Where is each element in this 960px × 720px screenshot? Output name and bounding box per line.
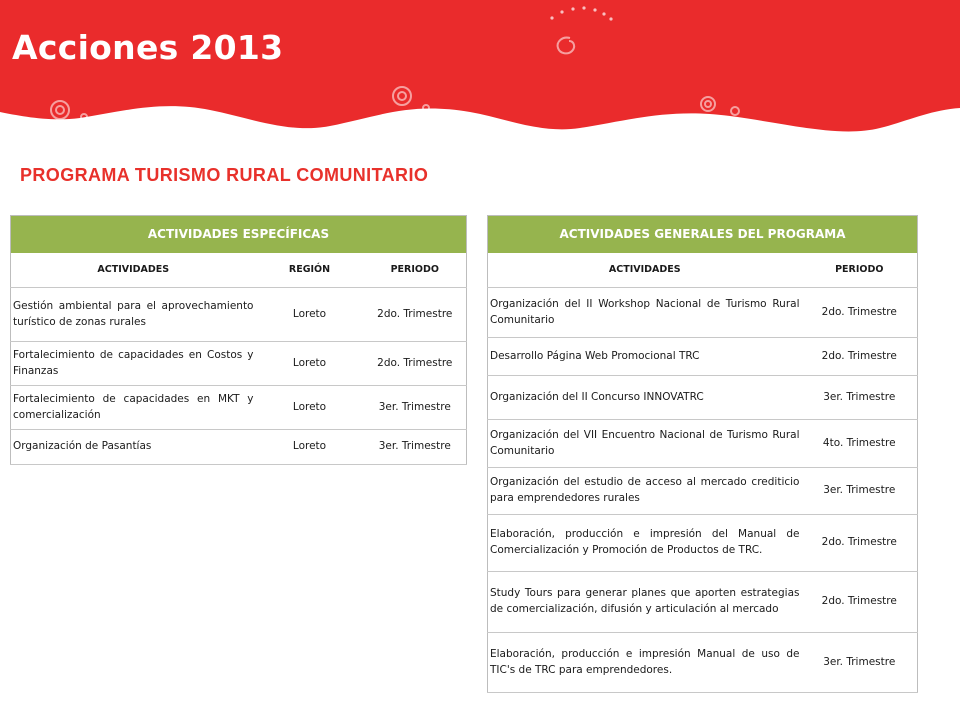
- column-header: ACTIVIDADES: [488, 253, 802, 288]
- table-row: [488, 376, 918, 420]
- table-header: [11, 216, 467, 253]
- period-cell: 2do. Trimestre: [364, 342, 467, 386]
- region-cell: Loreto: [256, 386, 364, 430]
- activity-cell: Elaboración, producción e impresión del Manual de Comercialización y Promoción de Productos de TRC.: [488, 515, 802, 572]
- period-cell: 2do. Trimestre: [802, 572, 918, 633]
- page-title: Acciones 2013: [12, 28, 284, 67]
- column-header: ACTIVIDADES: [11, 253, 256, 288]
- activity-cell: Study Tours para generar planes que aporten estrategias de comercialización, difusión y articulación al mercado: [488, 572, 802, 633]
- general-activities-table: [487, 215, 918, 693]
- period-cell: 3er. Trimestre: [364, 386, 467, 430]
- table-row: [488, 288, 918, 338]
- table-row: [488, 633, 918, 693]
- period-cell: 3er. Trimestre: [364, 430, 467, 465]
- activity-cell: Organización de Pasantías: [11, 430, 256, 465]
- period-cell: 3er. Trimestre: [802, 468, 918, 515]
- activity-cell: Fortalecimiento de capacidades en Costos y Finanzas: [11, 342, 256, 386]
- period-cell: 3er. Trimestre: [802, 633, 918, 693]
- column-header: REGIÓN: [256, 253, 364, 288]
- period-cell: 2do. Trimestre: [802, 338, 918, 376]
- region-cell: Loreto: [256, 342, 364, 386]
- table-title: ACTIVIDADES GENERALES DEL PROGRAMA: [488, 216, 918, 253]
- region-cell: Loreto: [256, 288, 364, 342]
- column-header-row: [488, 253, 918, 288]
- table-row: [11, 386, 467, 430]
- section-title: PROGRAMA TURISMO RURAL COMUNITARIO: [20, 165, 429, 185]
- activity-cell: Gestión ambiental para el aprovechamiento turístico de zonas rurales: [11, 288, 256, 342]
- column-header-row: [11, 253, 467, 288]
- table-row: [11, 342, 467, 386]
- period-cell: 2do. Trimestre: [802, 515, 918, 572]
- activity-cell: Desarrollo Página Web Promocional TRC: [488, 338, 802, 376]
- specific-activities-table: [10, 215, 467, 465]
- column-header: PERIODO: [802, 253, 918, 288]
- activity-cell: Elaboración, producción e impresión Manual de uso de TIC's de TRC para emprendedores.: [488, 633, 802, 693]
- period-cell: 2do. Trimestre: [364, 288, 467, 342]
- table-row: [11, 430, 467, 465]
- table-row: [488, 572, 918, 633]
- table-row: [488, 420, 918, 468]
- column-header: PERIODO: [364, 253, 467, 288]
- activity-cell: Fortalecimiento de capacidades en MKT y comercialización: [11, 386, 256, 430]
- table-row: [488, 515, 918, 572]
- activity-cell: Organización del VII Encuentro Nacional de Turismo Rural Comunitario: [488, 420, 802, 468]
- period-cell: 2do. Trimestre: [802, 288, 918, 338]
- header-banner: [0, 0, 960, 150]
- activity-cell: Organización del II Workshop Nacional de Turismo Rural Comunitario: [488, 288, 802, 338]
- period-cell: 4to. Trimestre: [802, 420, 918, 468]
- table-row: [488, 338, 918, 376]
- activity-cell: Organización del II Concurso INNOVATRC: [488, 376, 802, 420]
- region-cell: Loreto: [256, 430, 364, 465]
- table-title: ACTIVIDADES ESPECÍFICAS: [11, 216, 467, 253]
- period-cell: 3er. Trimestre: [802, 376, 918, 420]
- table-row: [488, 468, 918, 515]
- table-row: [11, 288, 467, 342]
- table-header: [488, 216, 918, 253]
- activity-cell: Organización del estudio de acceso al mercado crediticio para emprendedores rurales: [488, 468, 802, 515]
